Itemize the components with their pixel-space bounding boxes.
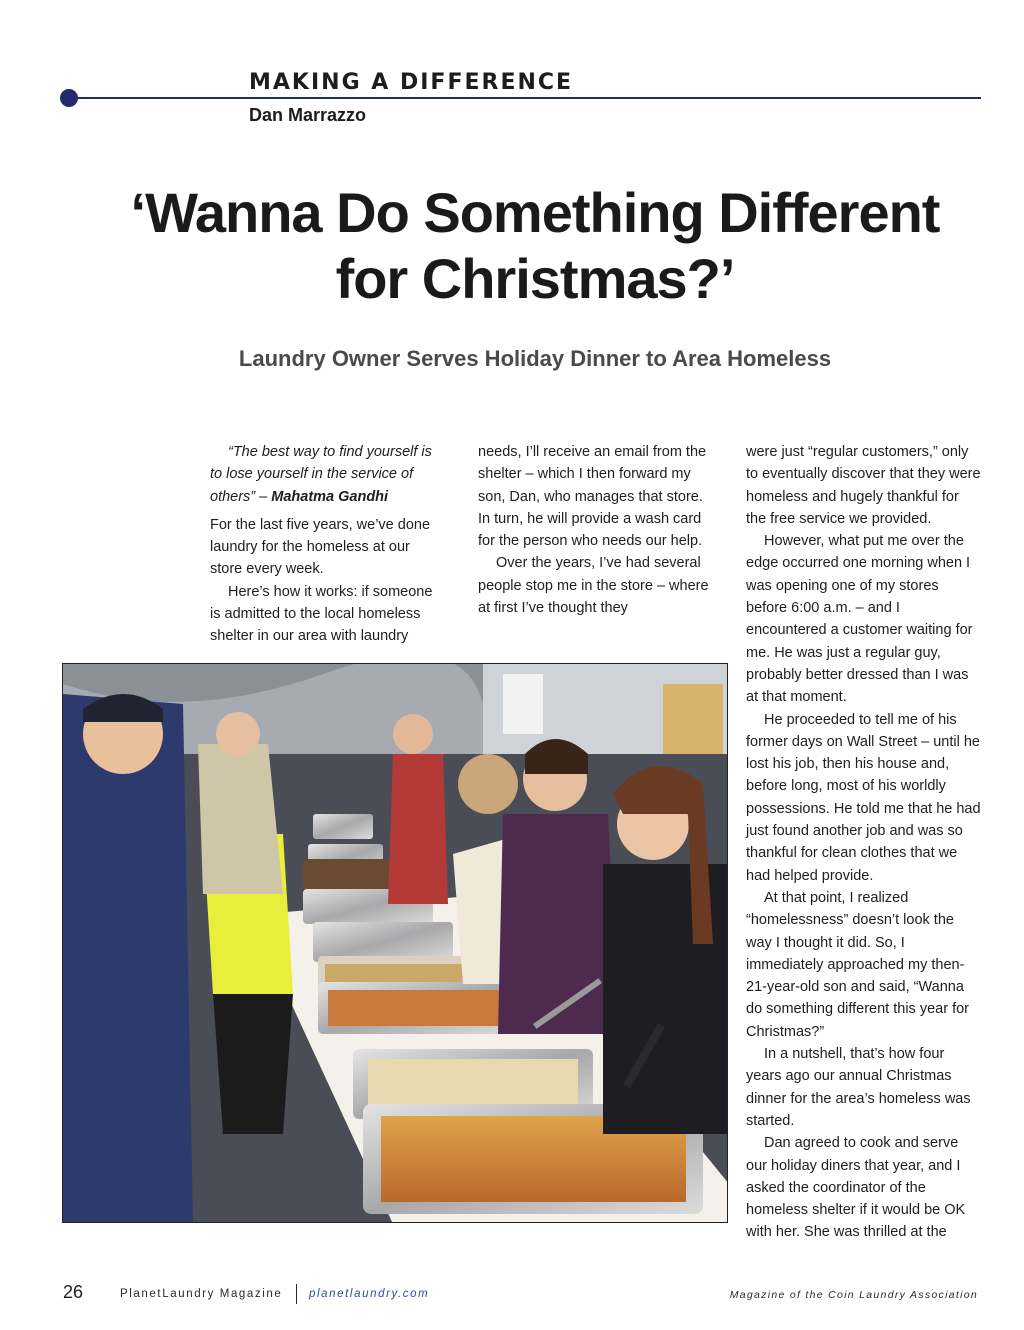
association-tagline: Magazine of the Coin Laundry Association xyxy=(729,1289,978,1301)
header-rule xyxy=(70,97,981,99)
headline-line-2: for Christmas?’ xyxy=(335,247,735,310)
footer-divider xyxy=(296,1284,297,1304)
text-column-1 xyxy=(210,441,445,648)
author-byline: Dan Marrazzo xyxy=(249,105,367,125)
paragraph: In a nutshell, that’s how four years ago our annual Christmas dinner for the area’s homeless was started. xyxy=(746,1046,971,1129)
quote-text: “The best way to find yourself is to lose yourself in the service of others” – xyxy=(210,444,432,505)
paragraph: Over the years, I’ve had several people stop me in the store – where at first I’ve thought they xyxy=(478,555,709,617)
quote-author: Mahatma Gandhi xyxy=(271,488,389,505)
paragraph: He proceeded to tell me of his former days on Wall Street – until he lost his job, then his house and, before long, most of his worldly possessions. He told me that he had just found another job and was so thankful for clean clothes that we had helped provide. xyxy=(746,711,981,884)
paragraph: needs, I’ll receive an email from the shelter – which I then forward my son, Dan, who manages that store. In turn, he will provide a wash card for the person who needs our help. xyxy=(478,444,707,550)
paragraph: Here’s how it works: if someone is admitted to the local homeless shelter in our area with laundry xyxy=(210,583,433,645)
magazine-name: PlanetLaundry Magazine xyxy=(120,1288,283,1300)
article-subhead: Laundry Owner Serves Holiday Dinner to Area Homeless xyxy=(238,346,832,371)
text-column-2 xyxy=(478,441,714,619)
paragraph: For the last five years, we’ve done laundry for the homeless at our store every week. xyxy=(210,516,431,578)
paragraph: However, what put me over the edge occurred one morning when I was opening one of my stores before 6:00 a.m. – and I encountered a customer waiting for me. He was just a regular guy, probably better dressed than I was at that moment. xyxy=(746,533,973,706)
paragraph: Dan agreed to cook and serve our holiday diners that year, and I asked the coordinator of the homeless shelter if it would be OK with her. She was thrilled at the xyxy=(746,1135,966,1241)
text-column-3 xyxy=(746,441,982,1244)
headline-line-1: ‘Wanna Do Something Different xyxy=(130,181,940,244)
paragraph: At that point, I realized “homelessness” doesn’t look the way I thought it did. So, I immediately approached my then-21-year-old son and said, “Wanna do something different this year for Christmas?” xyxy=(746,889,969,1040)
article-headline xyxy=(60,180,1010,312)
section-kicker: MAKING A DIFFERENCE xyxy=(249,70,574,95)
website-link[interactable]: planetlaundry.com xyxy=(309,1288,430,1300)
header-rule-dot xyxy=(60,89,78,107)
epigraph-quote xyxy=(210,441,445,508)
article-photo-buffet-line xyxy=(62,663,728,1223)
paragraph: were just “regular customers,” only to eventually discover that they were homeless and hugely thankful for the free service we provided. xyxy=(746,444,981,527)
page-number: 26 xyxy=(63,1282,84,1302)
